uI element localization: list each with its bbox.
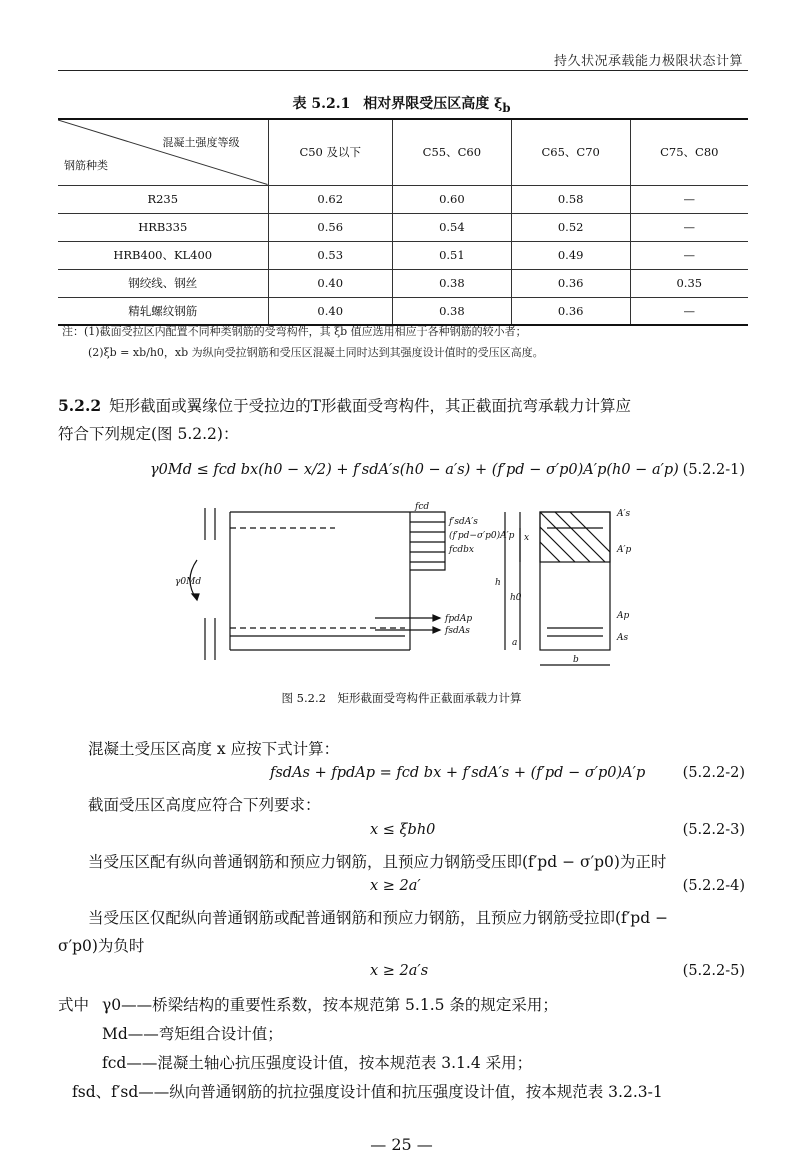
table-cell: 0.36 xyxy=(511,297,630,325)
table-row xyxy=(58,241,748,269)
equation-3-number: (5.2.2-3) xyxy=(682,822,745,838)
equation-2: fsdAs + fpdAp = fcd bx + f′sdA′s + (f′pd − σ′p0)A′p xyxy=(270,765,646,781)
table-cell: — xyxy=(630,241,748,269)
body-line-2: 截面受压区高度应符合下列要求： xyxy=(88,796,321,814)
equation-5: x ≥ 2a′s xyxy=(370,963,429,979)
table-cell: — xyxy=(630,297,748,325)
table-cell: 0.36 xyxy=(511,269,630,297)
diagonal-header-cell xyxy=(58,119,268,185)
label-Ap: Ap xyxy=(617,611,630,621)
label-fpd-Ap: fpdAp xyxy=(445,614,473,624)
table-cell: 0.56 xyxy=(268,213,392,241)
table-note-2: (2)ξb = xb/h0，xb 为纵向受拉钢筋和受压区混凝土同时达到其强度设计值时的受压区高度。 xyxy=(88,346,544,359)
body-line-3: 当受压区配有纵向普通钢筋和预应力钢筋，且预应力钢筋受压即(f′pd − σ′p0)为正时 xyxy=(88,853,667,871)
table-row xyxy=(58,297,748,325)
column-header: C75、C80 xyxy=(630,119,748,185)
equation-3: x ≤ ξbh0 xyxy=(370,822,436,838)
page-number: — 25 — xyxy=(370,1135,433,1154)
table-cell: 0.40 xyxy=(268,269,392,297)
diag-header-rebar: 钢筋种类 xyxy=(64,158,108,172)
body-line-4a: 当受压区仅配纵向普通钢筋或配普通钢筋和预应力钢筋，且预应力钢筋受拉即(f′pd − xyxy=(88,909,669,927)
section-5-2-2 xyxy=(58,392,748,448)
table-cell: 0.38 xyxy=(392,297,511,325)
label-fpd-Ap-prime: (f′pd−σ′p0)A′p xyxy=(449,531,515,541)
definition-Md: Md——弯矩组合设计值； xyxy=(102,1025,283,1043)
section-number: 5.2.2 xyxy=(58,396,102,415)
section-diagram xyxy=(175,500,645,675)
label-As: As xyxy=(617,633,629,643)
xi-table xyxy=(58,118,748,326)
table-cell: 0.52 xyxy=(511,213,630,241)
equation-1-number: (5.2.2-1) xyxy=(682,462,745,478)
body-line-4b: σ′p0)为负时 xyxy=(58,937,145,955)
label-a: a xyxy=(512,638,518,648)
equation-4-number: (5.2.2-4) xyxy=(682,878,745,894)
label-b: b xyxy=(573,655,579,665)
label-fcd-bx: fcdbx xyxy=(449,545,474,555)
table-row xyxy=(58,213,748,241)
label-h0: h0 xyxy=(510,593,522,603)
label-As-prime: A′s xyxy=(617,509,631,519)
table-cell: 0.62 xyxy=(268,185,392,213)
definition-fsd: fsd、f′sd——纵向普通钢筋的抗拉强度设计值和抗压强度设计值，按本规范表 3.2.3-1 xyxy=(72,1083,663,1101)
label-fsd-As: fsdAs xyxy=(445,626,470,636)
row-label: 钢绞线、钢丝 xyxy=(58,269,268,297)
label-fcd: fcd xyxy=(415,502,430,512)
header-rule xyxy=(58,70,748,71)
table-cell: 0.53 xyxy=(268,241,392,269)
label-fsd-As-prime: f′sdA′s xyxy=(449,517,478,527)
table-cell: 0.58 xyxy=(511,185,630,213)
equation-2-number: (5.2.2-2) xyxy=(682,765,745,781)
table-cell: 0.60 xyxy=(392,185,511,213)
table-title xyxy=(0,93,803,115)
table-cell: — xyxy=(630,213,748,241)
where-label: 式中 xyxy=(58,996,90,1014)
row-label: HRB335 xyxy=(58,213,268,241)
table-row xyxy=(58,269,748,297)
table-cell: 0.40 xyxy=(268,297,392,325)
label-moment: γ0Md xyxy=(175,577,202,587)
row-label: 精轧螺纹钢筋 xyxy=(58,297,268,325)
diag-header-concrete: 混凝土强度等级 xyxy=(162,136,240,149)
table-cell: 0.38 xyxy=(392,269,511,297)
table-note-1: 注：(1)截面受拉区内配置不同种类钢筋的受弯构件，其 ξb 值应选用相应于各种钢筋的较小者； xyxy=(62,325,527,338)
column-header: C65、C70 xyxy=(511,119,630,185)
definition-fcd: fcd——混凝土轴心抗压强度设计值，按本规范表 3.1.4 采用； xyxy=(102,1054,533,1072)
column-header: C50 及以下 xyxy=(268,119,392,185)
equation-1: γ0Md ≤ fcd bx(h0 − x/2) + f′sdA′s(h0 − a′s) + (f′pd − σ′p0)A′p(h0 − a′p) xyxy=(150,462,679,478)
running-head: 持久状况承载能力极限状态计算 xyxy=(553,54,743,69)
section-text-2: 符合下列规定(图 5.2.2)： xyxy=(58,425,239,443)
row-label: R235 xyxy=(58,185,268,213)
figure-caption: 图 5.2.2 矩形截面受弯构件正截面承载力计算 xyxy=(281,691,522,705)
table-number: 表 5.2.1 xyxy=(292,96,351,112)
label-x: x xyxy=(524,533,530,543)
body-line-1: 混凝土受压区高度 x 应按下式计算： xyxy=(88,740,340,758)
row-label: HRB400、KL400 xyxy=(58,241,268,269)
table-cell: 0.51 xyxy=(392,241,511,269)
label-Ap-prime: A′p xyxy=(617,545,632,555)
table-cell: 0.49 xyxy=(511,241,630,269)
column-header: C55、C60 xyxy=(392,119,511,185)
label-h: h xyxy=(495,578,501,588)
table-row xyxy=(58,185,748,213)
table-cell: 0.35 xyxy=(630,269,748,297)
equation-4: x ≥ 2a′ xyxy=(370,878,421,894)
table-title-text: 相对界限受压区高度 $\xi_b$ xyxy=(363,96,511,115)
equation-5-number: (5.2.2-5) xyxy=(682,963,745,979)
definition-gamma0: γ0——桥梁结构的重要性系数，按本规范第 5.1.5 条的规定采用； xyxy=(102,996,558,1014)
section-text-1: 矩形截面或翼缘位于受拉边的T形截面受弯构件，其正截面抗弯承载力计算应 xyxy=(109,397,631,415)
table-cell: — xyxy=(630,185,748,213)
table-cell: 0.54 xyxy=(392,213,511,241)
